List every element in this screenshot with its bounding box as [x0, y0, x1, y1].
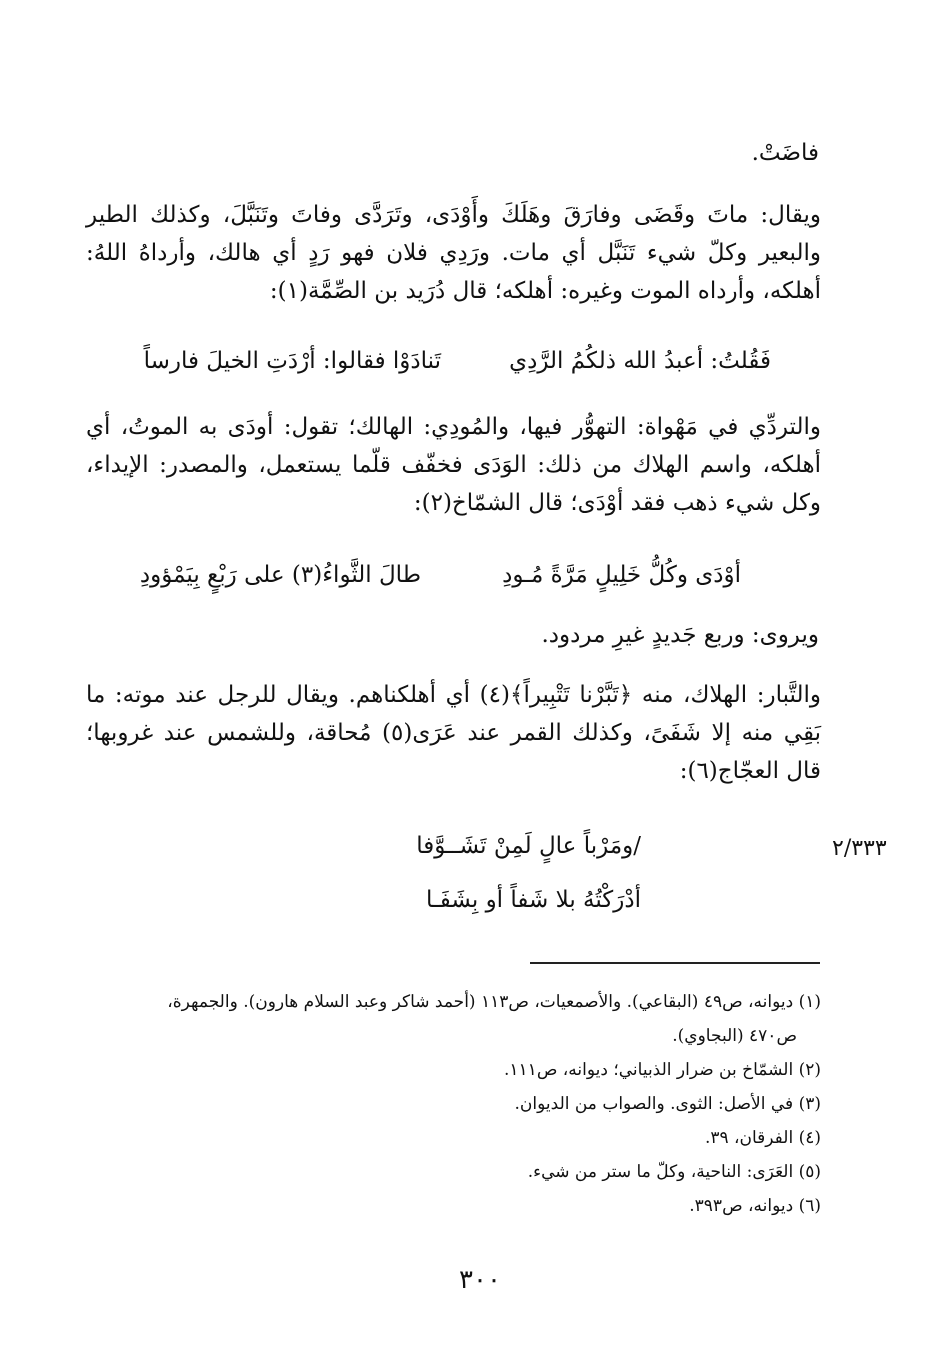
footnote-1-continuation: ص٤٧٠ (البجاوي).: [672, 1026, 797, 1046]
paragraph-2: والتردِّي في مَهْواة: التهوُّر فيها، والمُودِي: الهالك؛ تقول: أودَى به الموتُ، أي أهلكه، واسم الهلاك من ذلك: الوَدَى فخفّف قلّما يستعمل، والمصدر: الإيداء، وكل شيء ذهب فقد أوْدَى؛ قال الشمّاخ(٢):: [86, 414, 821, 516]
rajaz-line-2: أدْرَكْتُهُ بلا شَفاً أو بِشَفَـا: [425, 887, 641, 913]
verse-2-first-hemistich: طالَ الثَّواءُ(٣) على رَبْعٍ بِيَمْؤودِ: [139, 562, 421, 588]
footnote-3: (٣) في الأصل: الثوى. والصواب من الديوان.: [514, 1094, 821, 1114]
rajaz-line-1: /ومَرْباً عالٍ لَمِنْ تَشَــوَّفا: [416, 833, 641, 859]
paragraph-1: ويقال: ماتَ وقَضَى وفارَقَ وهَلَكَ وأَوْدَى، وتَرَدَّى وفاتَ وتَنَبَّلَ، وكذلك الطير والبعير وكلّ شيء تَنَبَّل أي مات. ورَدِي فلان فهو رَدٍ أي هالك، وأرداهُ اللهُ: أهلكه، وأرداه الموت وغيره: أهلكه؛ قال دُرَيد بن الصِّمَّة(١):: [86, 202, 821, 304]
footnote-6: (٦) ديوانه، ص٣٩٣.: [689, 1196, 821, 1216]
closing-word: فاضَتْ.: [751, 140, 819, 166]
page-number: ٣٠٠: [459, 1265, 501, 1295]
verse-1-first-hemistich: تَنادَوْا فقالوا: أرْدَتِ الخيلَ فارساً: [143, 348, 441, 374]
footnote-1: (١) ديوانه، ص٤٩ (البقاعي). والأصمعيات، ص١١٣ (أحمد شاكر وعبد السلام هارون). والجمهرة،: [167, 992, 821, 1012]
verse-1-second-hemistich: فَقُلتُ: أعبدُ الله ذلكُمُ الرَّدِي: [509, 348, 771, 374]
footnote-separator: [530, 962, 820, 964]
verse-2-second-hemistich: أوْدَى وكُلُّ خَلِيلٍ مَرَّةً مُـودِ: [502, 562, 741, 588]
footnote-5: (٥) العَرَى: الناحية، وكلّ ما ستر من شيء.: [527, 1162, 821, 1182]
paragraph-3: والتَّبار: الهلاك، منه ﴿تَبَّرْنا تَتْبِيراً﴾(٤) أي أهلكناهم. ويقال للرجل عند موته: ما بَقِي منه إلا شَفَىً، وكذلك القمر عند عَرَى(٥) مُحاقة، وللشمس عند غروبها؛ قال العجّاج(٦):: [86, 682, 822, 784]
margin-reference: ٢/٣٣٣: [832, 836, 887, 861]
riwaya-line: ويروى: وربع جَديدٍ غيرِ مردود.: [541, 622, 819, 648]
footnote-2: (٢) الشمّاخ بن ضرار الذبياني؛ ديوانه، ص١١١.: [504, 1060, 821, 1080]
footnote-4: (٤) الفرقان، ٣٩.: [704, 1128, 821, 1148]
footnotes: [81, 985, 821, 1223]
